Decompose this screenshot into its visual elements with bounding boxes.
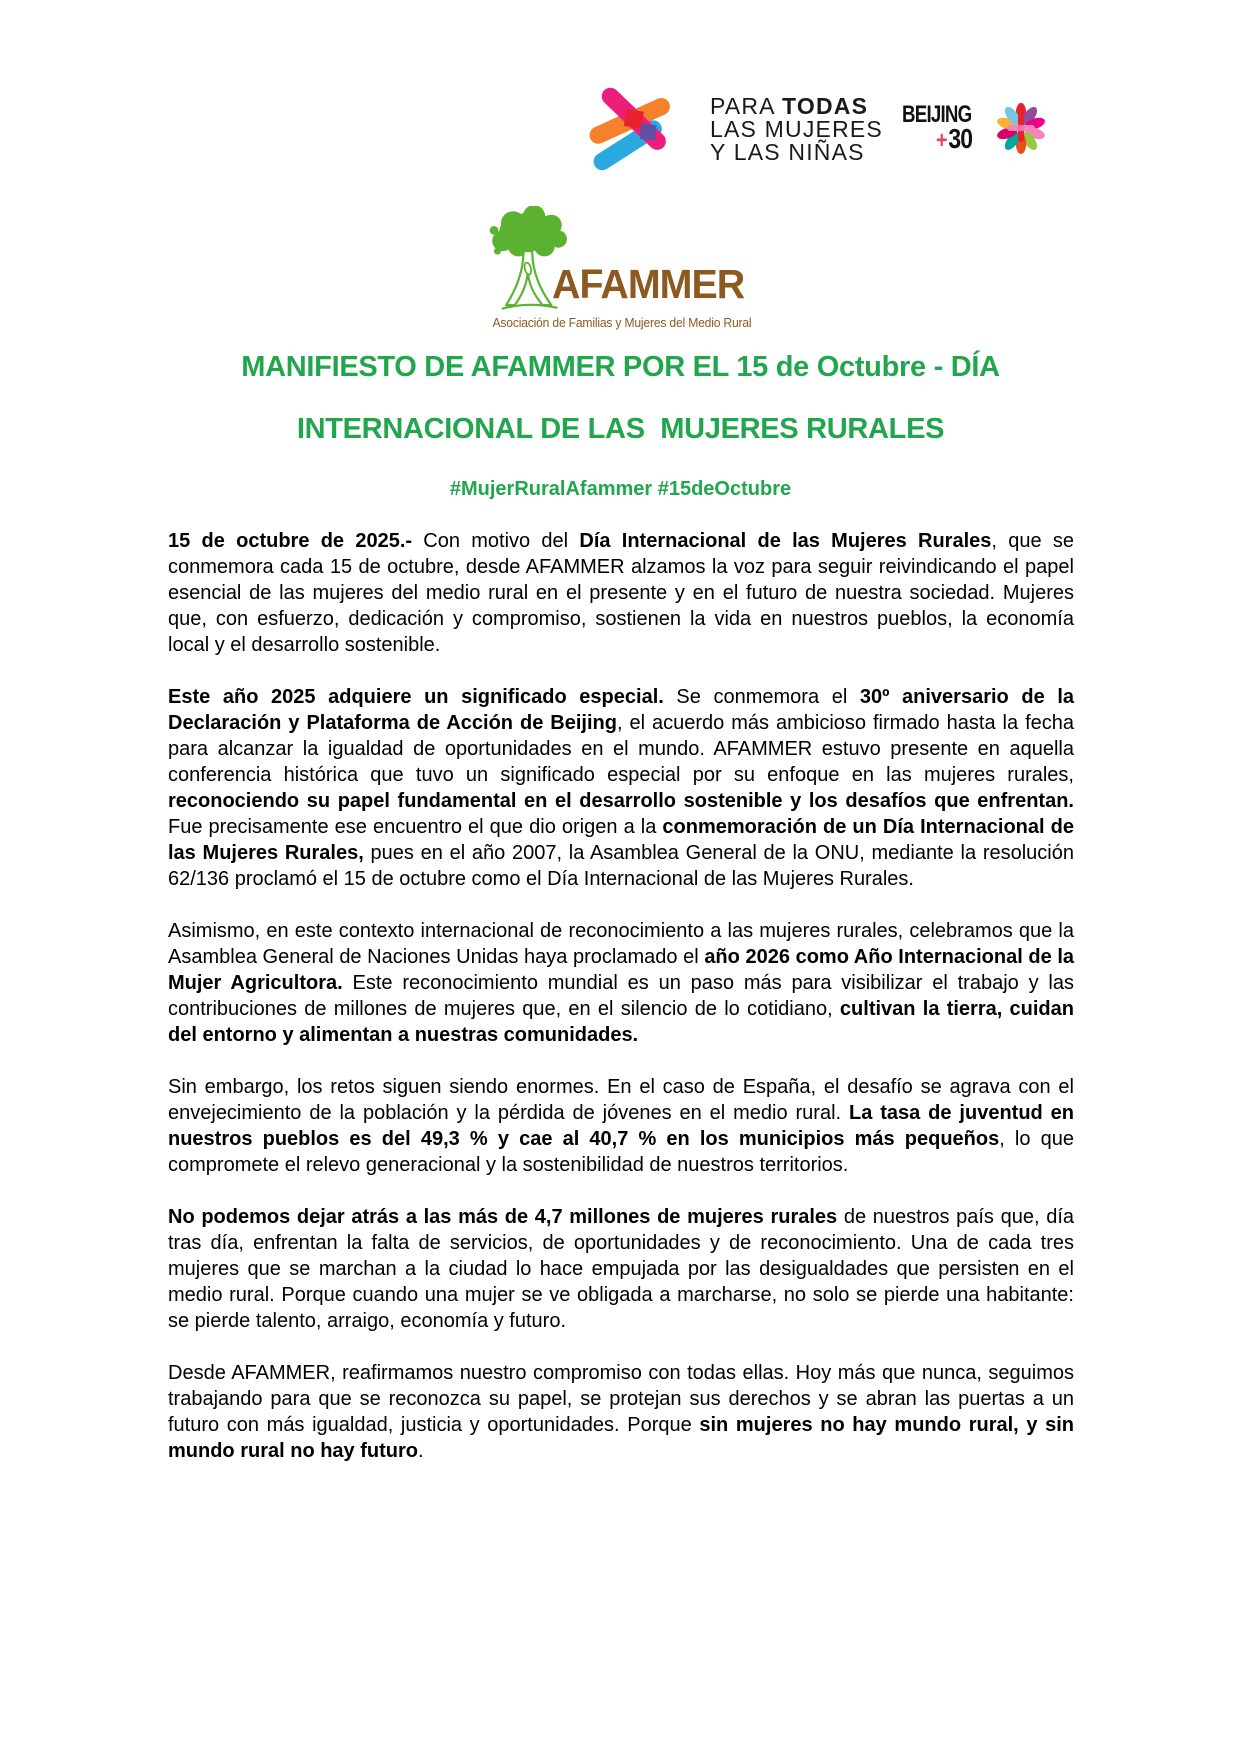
bold-text-run: sin mujeres no hay mundo rural, y sin mundo rural no hay futuro [168,1414,1074,1462]
afammer-logo [476,196,766,341]
para-todas-logo [588,84,883,174]
flower-icon [995,100,1047,156]
title-line-1: MANIFIESTO DE AFAMMER POR EL 15 de Octubre - DÍA [241,351,1000,383]
bold-text-run: reconociendo su papel fundamental en el desarrollo sostenible y los desafíos que enfrentan. [168,790,1074,812]
number-30: 30 [948,123,973,154]
paragraph [168,1074,1074,1178]
text-run: Fue precisamente ese encuentro el que dio origen a la [168,816,663,838]
hashtags-line: #MujerRuralAfammer #15deOctubre [449,478,792,500]
bold-text-run: No podemos dejar atrás a las más de 4,7 millones de mujeres rurales [168,1206,838,1228]
beijing30-logo [902,101,1047,156]
beijing-word: BEIJING [902,101,972,128]
para-todas-line1: PARA TODAS [710,92,869,119]
paragraph [168,684,1074,892]
bold-text-run: año 2026 como Año Internacional de la Mujer Agricultora. [168,946,1075,994]
text-run: de nuestros país que, día tras día, enfrentan la falta de servicios, de oportunidades y de reconocimiento. Una de cada tres mujeres que se marchan a la ciudad lo hace empujada por las desigualdades que persisten en el medio rural. Porque cuando una mujer se ve obligada a marcharse, no solo se pierde una habitante: se pierde talento, arraigo, economía y futuro. [168,1206,1074,1332]
para-todas-line3: Y LAS NIÑAS [710,138,865,165]
bold-text-run: 30º aniversario de la Declaración y Plataforma de Acción de Beijing [168,686,1074,734]
beijing30-text [902,101,991,154]
bold-text-run: Día Internacional de las Mujeres Rurales [579,530,992,552]
text-run: Este reconocimiento mundial es un paso más para visibilizar el trabajo y las contribuciones de millones de mujeres que, en el silencio de lo cotidiano, [168,972,1074,1020]
text-run: , el acuerdo más ambicioso firmado hasta la fecha para alcanzar la igualdad de oportunidades en el mundo. AFAMMER estuvo presente en aquella conferencia histórica que tuvo un significado especial por su enfoque en las mujeres rurales, [168,712,1074,786]
x-ribbons-icon [588,84,700,174]
afammer-tagline: Asociación de Familias y Mujeres del Medio Rural [492,316,751,330]
para-todas-line2: LAS MUJERES [710,115,883,142]
text-run: Desde AFAMMER, reafirmamos nuestro compromiso con todas ellas. Hoy más que nunca, seguimos trabajando para que se reconozca su papel, se protejan sus derechos y se abran las puertas a un futuro con más igualdad, justicia y oportunidades. Porque [168,1362,1074,1436]
bold-text-run: conmemoración de un Día Internacional de las Mujeres Rurales, [168,816,1075,864]
bold-text-run: cultivan la tierra, cuidan del entorno y alimentan a nuestras comunidades. [168,998,1074,1046]
text-run: . [418,1440,424,1462]
title-line-2: INTERNACIONAL DE LAS MUJERES RURALES [296,413,945,445]
paragraph [168,918,1074,1048]
bold-text-run: La tasa de juventud en nuestros pueblos es del 49,3 % y cae al 40,7 % en los municipios más pequeños [168,1102,1074,1150]
paragraph [168,528,1074,658]
text-run: , que se conmemora cada 15 de octubre, desde AFAMMER alzamos la voz para seguir reivindicando el papel esencial de las mujeres del medio rural en el presente y en el futuro de nuestra sociedad. Mujeres que, con esfuerzo, dedicación y compromiso, sostienen la vida en nuestros pueblos, la economía local y el desarrollo sostenible. [168,530,1074,656]
paragraph [168,1204,1074,1334]
beijing-plus30 [936,123,981,154]
text-run: pues en el año 2007, la Asamblea General de la ONU, mediante la resolución 62/136 proclamó el 15 de octubre como el Día Internacional de las Mujeres Rurales. [168,842,1074,890]
plus-sign: + [936,127,948,154]
document-title [0,350,1241,446]
text-run: Asimismo, en este contexto internacional de reconocimiento a las mujeres rurales, celebramos que la Asamblea General de Naciones Unidas haya proclamado el [168,920,1074,968]
bold-text-run: Este año 2025 adquiere un significado especial. [168,686,664,708]
text-run: Con motivo del [423,530,580,552]
bold-text-run: 15 de octubre de 2025.- [168,530,424,552]
text-run: Sin embargo, los retos siguen siendo enormes. En el caso de España, el desafío se agrava con el envejecimiento de la población y la pérdida de jóvenes en el medio rural. [168,1076,1074,1124]
text-run: Se conmemora el [663,686,860,708]
document-body [168,528,1074,1490]
text-run: , lo que compromete el relevo generacional y la sostenibilidad de nuestros territorios. [168,1128,1075,1176]
afammer-wordmark: AFAMMER [551,261,744,307]
para-todas-text [710,92,883,165]
paragraph [168,1360,1074,1464]
